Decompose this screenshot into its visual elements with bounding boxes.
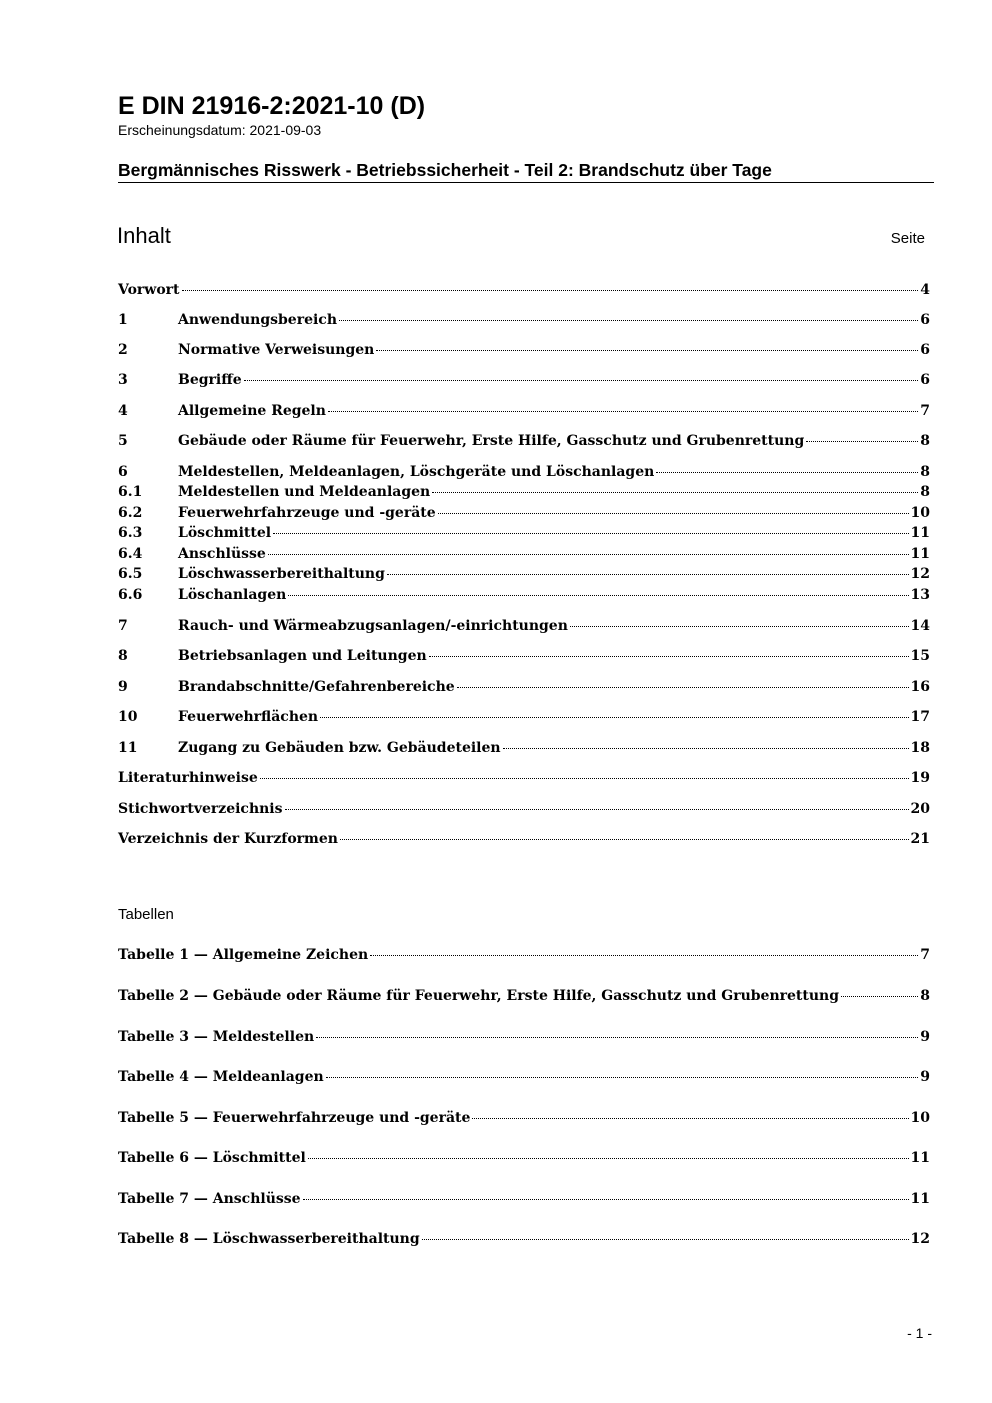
table-entry-6[interactable] — [118, 1148, 930, 1168]
toc-entry-page: 8 — [920, 464, 930, 480]
toc-entry-number: 9 — [118, 679, 128, 695]
table-entry-2[interactable] — [118, 986, 930, 1006]
toc-entry-page: 19 — [910, 770, 930, 786]
table-entry-label: Tabelle 3 — Meldestellen — [118, 1029, 315, 1045]
toc-entry-label: Brandabschnitte/Gefahrenbereiche — [178, 679, 455, 695]
toc-entry-page: 17 — [910, 709, 930, 725]
table-entry-label: Tabelle 5 — Feuerwehrfahrzeuge und -geräte — [118, 1110, 471, 1126]
table-entry-page: 11 — [910, 1150, 930, 1166]
toc-entry-6-4[interactable] — [118, 544, 930, 564]
document-subtitle: Bergmännisches Risswerk - Betriebssicherheit - Teil 2: Brandschutz über Tage — [118, 160, 772, 180]
toc-entry-label: Betriebsanlagen und Leitungen — [178, 648, 427, 664]
toc-entry-label: Allgemeine Regeln — [178, 403, 326, 419]
toc-entry-label: Verzeichnis der Kurzformen — [118, 831, 338, 847]
toc-entry-number: 8 — [118, 648, 128, 664]
dot-leader — [285, 809, 909, 810]
toc-entry-number: 2 — [118, 342, 128, 358]
dot-leader — [438, 513, 909, 514]
toc-entry-number: 6.1 — [118, 484, 143, 500]
toc-entry-number: 4 — [118, 403, 128, 419]
document-title: E DIN 21916-2:2021-10 (D) — [118, 92, 426, 120]
dot-leader — [244, 380, 919, 381]
toc-page-column-label: Seite — [890, 230, 925, 247]
publication-date: Erscheinungsdatum: 2021-09-03 — [118, 122, 322, 138]
toc-entry-number: 7 — [118, 618, 128, 634]
dot-leader — [303, 1199, 909, 1200]
dot-leader — [320, 717, 908, 718]
table-entry-3[interactable] — [118, 1027, 930, 1047]
table-entry-label: Tabelle 4 — Meldeanlagen — [118, 1069, 324, 1085]
dot-leader — [268, 554, 909, 555]
table-entry-label: Tabelle 8 — Löschwasserbereithaltung — [118, 1231, 420, 1247]
toc-entry-number: 6.4 — [118, 546, 143, 562]
table-entry-page: 12 — [910, 1231, 930, 1247]
toc-heading: Inhalt — [117, 223, 171, 248]
title-divider — [118, 182, 934, 183]
toc-entry-page: 15 — [910, 648, 930, 664]
dot-leader — [429, 656, 909, 657]
table-entry-page: 11 — [910, 1191, 930, 1207]
dot-leader — [288, 595, 908, 596]
toc-entry-label: Meldestellen, Meldeanlagen, Löschgeräte und Löschanlagen — [178, 464, 655, 480]
toc-entry-6-1[interactable] — [118, 482, 930, 502]
toc-entry-1[interactable] — [118, 310, 930, 330]
toc-entry-6[interactable] — [118, 462, 930, 482]
toc-entry-number: 1 — [118, 312, 128, 328]
toc-entry-8[interactable] — [118, 646, 930, 666]
table-entry-1[interactable] — [118, 945, 930, 965]
dot-leader — [316, 1037, 918, 1038]
dot-leader — [273, 533, 908, 534]
dot-leader — [260, 778, 909, 779]
toc-entry-label: Gebäude oder Räume für Feuerwehr, Erste Hilfe, Gasschutz und Grubenrettung — [178, 433, 805, 449]
toc-entry-3[interactable] — [118, 370, 930, 390]
toc-entry-11[interactable] — [118, 738, 930, 758]
toc-entry-number: 6 — [118, 464, 128, 480]
dot-leader — [328, 411, 918, 412]
toc-entry-label: Begriffe — [178, 372, 242, 388]
dot-leader — [326, 1077, 919, 1078]
toc-entry-label: Löschmittel — [178, 525, 272, 541]
table-entry-label: Tabelle 6 — Löschmittel — [118, 1150, 306, 1166]
table-entry-label: Tabelle 7 — Anschlüsse — [118, 1191, 301, 1207]
toc-entry-6-3[interactable] — [118, 523, 930, 543]
page-number: - 1 - — [907, 1325, 932, 1341]
toc-entry-label: Feuerwehrfahrzeuge und -geräte — [178, 505, 436, 521]
toc-entry-page: 20 — [910, 801, 930, 817]
toc-entry-label: Zugang zu Gebäuden bzw. Gebäudeteilen — [178, 740, 501, 756]
toc-entry-page: 6 — [920, 342, 930, 358]
dot-leader — [503, 748, 909, 749]
table-entry-page: 9 — [920, 1029, 930, 1045]
toc-entry-page: 16 — [910, 679, 930, 695]
table-entry-page: 9 — [920, 1069, 930, 1085]
toc-entry-number: 3 — [118, 372, 128, 388]
dot-leader — [370, 955, 918, 956]
dot-leader — [656, 472, 918, 473]
dot-leader — [340, 839, 909, 840]
toc-entry-page: 13 — [910, 587, 930, 603]
table-entry-4[interactable] — [118, 1067, 930, 1087]
tables-heading: Tabellen — [118, 906, 174, 923]
toc-entry-number: 6.6 — [118, 587, 143, 603]
toc-entry-page: 14 — [910, 618, 930, 634]
toc-entry-page: 8 — [920, 433, 930, 449]
toc-entry-number: 10 — [118, 709, 138, 725]
table-entry-page: 10 — [910, 1110, 930, 1126]
table-entry-label: Tabelle 2 — Gebäude oder Räume für Feuerwehr, Erste Hilfe, Gasschutz und Grubenrettung — [118, 988, 839, 1004]
dot-leader — [457, 687, 909, 688]
table-entry-5[interactable] — [118, 1108, 930, 1128]
toc-entry-5[interactable] — [118, 431, 930, 451]
toc-entry-2[interactable] — [118, 340, 930, 360]
toc-entry-page: 11 — [910, 546, 930, 562]
toc-entry-7[interactable] — [118, 616, 930, 636]
dot-leader — [308, 1158, 909, 1159]
dot-leader — [376, 350, 918, 351]
toc-entry-number: 6.5 — [118, 566, 143, 582]
toc-entry-literaturhinweise[interactable] — [118, 768, 930, 788]
toc-entry-6-2[interactable] — [118, 503, 930, 523]
toc-entry-6-6[interactable] — [118, 585, 930, 605]
dot-leader — [806, 441, 918, 442]
table-entry-page: 8 — [920, 988, 930, 1004]
toc-entry-page: 6 — [920, 312, 930, 328]
toc-entry-label: Rauch- und Wärmeabzugsanlagen/-einrichtungen — [178, 618, 568, 634]
toc-entry-page: 12 — [910, 566, 930, 582]
toc-entry-label: Literaturhinweise — [118, 770, 258, 786]
table-entry-label: Tabelle 1 — Allgemeine Zeichen — [118, 947, 369, 963]
toc-entry-4[interactable] — [118, 401, 930, 421]
toc-entry-page: 4 — [920, 282, 930, 298]
toc-entry-label: Löschanlagen — [178, 587, 287, 603]
toc-entry-page: 7 — [920, 403, 930, 419]
toc-entry-6-5[interactable] — [118, 564, 930, 584]
toc-entry-label: Normative Verweisungen — [178, 342, 375, 358]
toc-entry-page: 6 — [920, 372, 930, 388]
table-entry-8[interactable] — [118, 1229, 930, 1249]
toc-entry-label: Meldestellen und Meldeanlagen — [178, 484, 431, 500]
dot-leader — [432, 492, 918, 493]
dot-leader — [387, 574, 909, 575]
toc-entry-number: 6.3 — [118, 525, 143, 541]
dot-leader — [570, 626, 909, 627]
toc-entry-page: 21 — [910, 831, 930, 847]
toc-entry-kurzformen[interactable] — [118, 829, 930, 849]
toc-entry-vorwort[interactable] — [118, 280, 930, 300]
toc-entry-label: Stichwortverzeichnis — [118, 801, 283, 817]
toc-entry-10[interactable] — [118, 707, 930, 727]
toc-entry-page: 8 — [920, 484, 930, 500]
toc-entry-number: 6.2 — [118, 505, 143, 521]
toc-entry-page: 18 — [910, 740, 930, 756]
toc-entry-label: Feuerwehrflächen — [178, 709, 319, 725]
dot-leader — [182, 290, 919, 291]
toc-entry-page: 11 — [910, 525, 930, 541]
toc-entry-label: Löschwasserbereithaltung — [178, 566, 385, 582]
toc-entry-label: Anschlüsse — [178, 546, 266, 562]
toc-entry-label: Vorwort — [118, 282, 180, 298]
dot-leader — [841, 996, 918, 997]
table-entry-page: 7 — [920, 947, 930, 963]
dot-leader — [422, 1239, 909, 1240]
dot-leader — [339, 320, 918, 321]
table-entry-7[interactable] — [118, 1189, 930, 1209]
dot-leader — [472, 1118, 908, 1119]
toc-entry-number: 11 — [118, 740, 138, 756]
toc-entry-page: 10 — [910, 505, 930, 521]
toc-entry-9[interactable] — [118, 677, 930, 697]
toc-entry-label: Anwendungsbereich — [178, 312, 337, 328]
toc-entry-stichwortverzeichnis[interactable] — [118, 799, 930, 819]
toc-entry-number: 5 — [118, 433, 128, 449]
